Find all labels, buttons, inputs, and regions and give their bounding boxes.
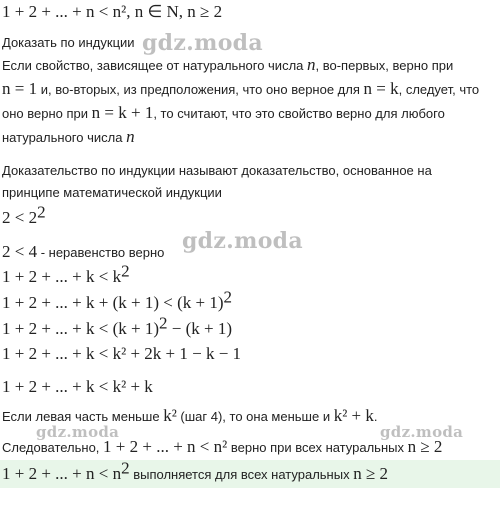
conclusion-math: 1 + 2 + ... + n < n² <box>103 437 228 456</box>
watermark-logo: gdz.moda <box>380 423 464 441</box>
step-5-exponent: 2 <box>159 313 168 333</box>
final-math: 1 + 2 + ... + n < n <box>2 464 122 483</box>
step-7-math: 1 + 2 + ... + k < k² + k <box>2 377 153 396</box>
final-answer <box>2 458 500 486</box>
step-2-text: - неравенство верно <box>37 245 165 260</box>
conclusion-text: (шаг 4), то она меньше и <box>176 409 334 424</box>
conclusion-text: Следовательно, <box>2 440 104 455</box>
definition-math: n = k + 1 <box>91 103 154 122</box>
definition-text: , во-первых, верно при <box>315 58 454 73</box>
header-formula <box>2 1 500 24</box>
step-1-exponent: 2 <box>37 202 46 222</box>
header-formula-math: 1 + 2 + ... + n < n², n ∈ N, n ≥ 2 <box>2 2 223 21</box>
step-3-math: 1 + 2 + ... + k < k <box>2 267 122 286</box>
definition-text: , то считают, что это свойство верно для любого <box>153 106 445 121</box>
step-4-math: 1 + 2 + ... + k + (k + 1) < (k + 1) <box>2 293 224 312</box>
step-7 <box>2 376 500 399</box>
definition-math: n <box>307 55 316 74</box>
conclusion-math: k² <box>163 406 177 425</box>
definition-math: n = k <box>363 79 399 98</box>
conclusion-text: верно при всех натуральных <box>227 440 408 455</box>
watermark-logo: gdz.moda <box>142 30 263 56</box>
conclusion-math: k² + k <box>333 406 374 425</box>
step-6 <box>2 343 500 366</box>
final-exponent: 2 <box>121 458 130 478</box>
conclusion-math: n ≥ 2 <box>407 437 443 456</box>
conclusion-text: . <box>373 409 378 424</box>
conclusion-text: Если левая часть меньше <box>2 409 164 424</box>
step-5-math: 1 + 2 + ... + k < (k + 1) <box>2 319 160 338</box>
watermark-logo: gdz.moda <box>182 228 303 254</box>
watermark-logo: gdz.moda <box>36 423 120 441</box>
definition-line-2 <box>2 78 500 101</box>
principle-line-1: Доказательство по индукции называют доказательство, основанное на <box>2 163 432 178</box>
definition-text: натурального числа <box>2 130 127 145</box>
definition-line-4 <box>2 126 500 149</box>
step-3-exponent: 2 <box>121 261 130 281</box>
definition-line-1 <box>2 54 500 77</box>
principle-line-2: принципе математической индукции <box>2 185 222 200</box>
definition-line-3 <box>2 102 500 125</box>
step-1-math: 2 < 2 <box>2 208 38 227</box>
definition-text: Если свойство, зависящее от натурального числа <box>2 58 307 73</box>
intro-text: Доказать по индукции <box>2 35 135 50</box>
step-6-math: 1 + 2 + ... + k < k² + 2k + 1 − k − 1 <box>2 344 242 363</box>
definition-text: , следует, что <box>398 82 480 97</box>
definition-text: оно верно при <box>2 106 92 121</box>
definition-math: n = 1 <box>2 79 38 98</box>
step-3 <box>2 261 500 289</box>
final-math: n ≥ 2 <box>353 464 389 483</box>
step-4 <box>2 287 500 315</box>
definition-math: n <box>126 127 135 146</box>
step-5 <box>2 313 500 341</box>
step-4-exponent: 2 <box>223 287 233 307</box>
final-text: выполняется для всех натуральных <box>129 467 354 482</box>
step-1 <box>2 202 500 230</box>
step-5-math-tail: − (k + 1) <box>167 319 233 338</box>
definition-text: и, во-вторых, из предположения, что оно верное для <box>37 82 364 97</box>
step-2-math: 2 < 4 <box>2 242 38 261</box>
